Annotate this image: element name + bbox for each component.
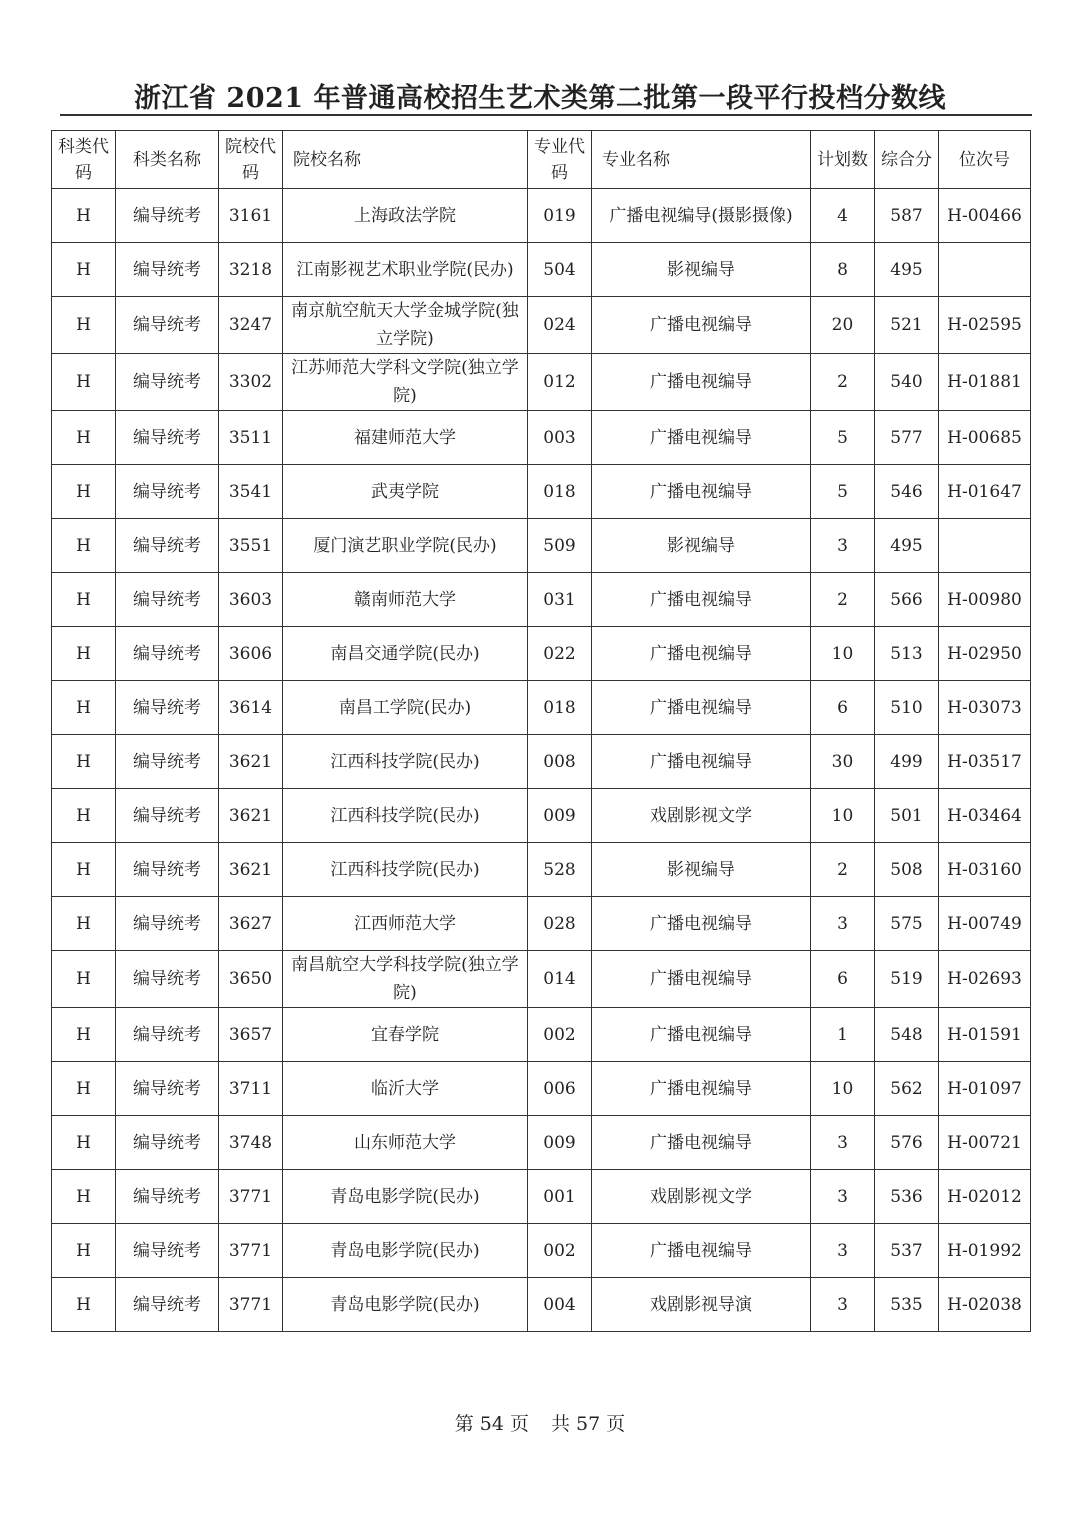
cell-score: 562 bbox=[875, 1062, 939, 1116]
cell-school-name: 青岛电影学院(民办) bbox=[283, 1224, 528, 1278]
cell-score: 513 bbox=[875, 627, 939, 681]
table-row bbox=[52, 1062, 1031, 1116]
cell-major-name: 广播电视编导 bbox=[592, 1062, 811, 1116]
header-rank: 位次号 bbox=[939, 131, 1031, 189]
cell-school-code: 3621 bbox=[219, 843, 283, 897]
table-row bbox=[52, 411, 1031, 465]
cell-score: 519 bbox=[875, 951, 939, 1008]
cell-plan-count: 10 bbox=[811, 1062, 875, 1116]
cell-major-code: 008 bbox=[528, 735, 592, 789]
cell-rank bbox=[939, 519, 1031, 573]
cell-major-code: 009 bbox=[528, 1116, 592, 1170]
cell-major-code: 019 bbox=[528, 189, 592, 243]
table-row bbox=[52, 465, 1031, 519]
table-row bbox=[52, 735, 1031, 789]
cell-category-code: H bbox=[52, 843, 116, 897]
cell-major-name: 戏剧影视文学 bbox=[592, 1170, 811, 1224]
cell-category-code: H bbox=[52, 189, 116, 243]
cell-school-code: 3748 bbox=[219, 1116, 283, 1170]
cell-major-name: 影视编导 bbox=[592, 243, 811, 297]
cell-category-code: H bbox=[52, 354, 116, 411]
cell-plan-count: 3 bbox=[811, 1116, 875, 1170]
cell-category-name: 编导统考 bbox=[116, 297, 219, 354]
cell-score: 495 bbox=[875, 243, 939, 297]
cell-category-name: 编导统考 bbox=[116, 627, 219, 681]
cell-school-name: 厦门演艺职业学院(民办) bbox=[283, 519, 528, 573]
cell-category-name: 编导统考 bbox=[116, 843, 219, 897]
cell-major-code: 006 bbox=[528, 1062, 592, 1116]
cell-major-name: 广播电视编导 bbox=[592, 354, 811, 411]
cell-category-code: H bbox=[52, 897, 116, 951]
cell-school-code: 3627 bbox=[219, 897, 283, 951]
table-header-row bbox=[52, 131, 1031, 189]
cell-school-name: 上海政法学院 bbox=[283, 189, 528, 243]
cell-rank: H-01647 bbox=[939, 465, 1031, 519]
cell-category-name: 编导统考 bbox=[116, 1062, 219, 1116]
cell-score: 566 bbox=[875, 573, 939, 627]
page-total: 共 57 页 bbox=[551, 1413, 626, 1435]
cell-school-code: 3771 bbox=[219, 1278, 283, 1332]
cell-category-name: 编导统考 bbox=[116, 243, 219, 297]
cell-school-name: 武夷学院 bbox=[283, 465, 528, 519]
table-row bbox=[52, 897, 1031, 951]
cell-score: 537 bbox=[875, 1224, 939, 1278]
cell-major-name: 广播电视编导 bbox=[592, 297, 811, 354]
cell-major-code: 018 bbox=[528, 681, 592, 735]
header-plan-count: 计划数 bbox=[811, 131, 875, 189]
cell-major-code: 018 bbox=[528, 465, 592, 519]
cell-major-name: 广播电视编导 bbox=[592, 1224, 811, 1278]
cell-score: 548 bbox=[875, 1008, 939, 1062]
header-school-name: 院校名称 bbox=[283, 131, 528, 189]
cell-major-name: 影视编导 bbox=[592, 843, 811, 897]
cell-plan-count: 3 bbox=[811, 897, 875, 951]
cell-major-code: 504 bbox=[528, 243, 592, 297]
cell-major-name: 广播电视编导 bbox=[592, 465, 811, 519]
cell-category-code: H bbox=[52, 411, 116, 465]
cell-category-code: H bbox=[52, 627, 116, 681]
cell-school-code: 3621 bbox=[219, 789, 283, 843]
cell-school-name: 江西科技学院(民办) bbox=[283, 843, 528, 897]
table-row bbox=[52, 189, 1031, 243]
cell-plan-count: 30 bbox=[811, 735, 875, 789]
cell-major-code: 009 bbox=[528, 789, 592, 843]
cell-major-name: 广播电视编导 bbox=[592, 411, 811, 465]
cell-school-name: 江西师范大学 bbox=[283, 897, 528, 951]
cell-rank: H-01097 bbox=[939, 1062, 1031, 1116]
table-row bbox=[52, 951, 1031, 1008]
cell-category-code: H bbox=[52, 1224, 116, 1278]
cell-category-name: 编导统考 bbox=[116, 354, 219, 411]
cell-score: 535 bbox=[875, 1278, 939, 1332]
cell-category-code: H bbox=[52, 1062, 116, 1116]
cell-plan-count: 6 bbox=[811, 681, 875, 735]
cell-school-name: 南昌航空大学科技学院(独立学院) bbox=[283, 951, 528, 1008]
cell-rank: H-02038 bbox=[939, 1278, 1031, 1332]
cell-major-code: 003 bbox=[528, 411, 592, 465]
cell-plan-count: 3 bbox=[811, 1170, 875, 1224]
cell-major-code: 004 bbox=[528, 1278, 592, 1332]
table-row bbox=[52, 1278, 1031, 1332]
table-row bbox=[52, 843, 1031, 897]
cell-plan-count: 3 bbox=[811, 1224, 875, 1278]
cell-category-code: H bbox=[52, 951, 116, 1008]
cell-major-name: 广播电视编导 bbox=[592, 735, 811, 789]
cell-major-name: 广播电视编导 bbox=[592, 1008, 811, 1062]
cell-rank bbox=[939, 243, 1031, 297]
cell-school-code: 3621 bbox=[219, 735, 283, 789]
page-number: 第 54 页 bbox=[454, 1413, 529, 1435]
cell-plan-count: 3 bbox=[811, 1278, 875, 1332]
cell-school-name: 南昌工学院(民办) bbox=[283, 681, 528, 735]
cell-category-code: H bbox=[52, 297, 116, 354]
cell-category-code: H bbox=[52, 1116, 116, 1170]
page-title: 浙江省 2021 年普通高校招生艺术类第二批第一段平行投档分数线 bbox=[134, 83, 946, 114]
cell-rank: H-00721 bbox=[939, 1116, 1031, 1170]
cell-major-name: 广播电视编导 bbox=[592, 627, 811, 681]
cell-category-name: 编导统考 bbox=[116, 1116, 219, 1170]
cell-school-name: 南京航空航天大学金城学院(独立学院) bbox=[283, 297, 528, 354]
cell-category-code: H bbox=[52, 789, 116, 843]
cell-category-name: 编导统考 bbox=[116, 1170, 219, 1224]
cell-category-code: H bbox=[52, 681, 116, 735]
cell-category-name: 编导统考 bbox=[116, 573, 219, 627]
cell-plan-count: 10 bbox=[811, 789, 875, 843]
cell-plan-count: 1 bbox=[811, 1008, 875, 1062]
cell-school-code: 3302 bbox=[219, 354, 283, 411]
cell-score: 540 bbox=[875, 354, 939, 411]
cell-rank: H-00466 bbox=[939, 189, 1031, 243]
cell-category-code: H bbox=[52, 735, 116, 789]
cell-category-name: 编导统考 bbox=[116, 1278, 219, 1332]
cell-school-code: 3771 bbox=[219, 1170, 283, 1224]
cell-category-code: H bbox=[52, 1008, 116, 1062]
cell-score: 501 bbox=[875, 789, 939, 843]
cell-rank: H-00685 bbox=[939, 411, 1031, 465]
cell-rank: H-02012 bbox=[939, 1170, 1031, 1224]
cell-score: 510 bbox=[875, 681, 939, 735]
cell-category-code: H bbox=[52, 1278, 116, 1332]
table-row bbox=[52, 573, 1031, 627]
admission-score-table bbox=[51, 130, 1031, 1332]
cell-category-name: 编导统考 bbox=[116, 735, 219, 789]
cell-major-code: 024 bbox=[528, 297, 592, 354]
cell-school-code: 3218 bbox=[219, 243, 283, 297]
table-row bbox=[52, 243, 1031, 297]
cell-rank: H-00980 bbox=[939, 573, 1031, 627]
cell-score: 577 bbox=[875, 411, 939, 465]
cell-major-name: 影视编导 bbox=[592, 519, 811, 573]
cell-category-name: 编导统考 bbox=[116, 411, 219, 465]
cell-category-name: 编导统考 bbox=[116, 789, 219, 843]
cell-school-code: 3650 bbox=[219, 951, 283, 1008]
cell-category-name: 编导统考 bbox=[116, 465, 219, 519]
table-row bbox=[52, 789, 1031, 843]
cell-school-code: 3511 bbox=[219, 411, 283, 465]
cell-plan-count: 6 bbox=[811, 951, 875, 1008]
cell-plan-count: 2 bbox=[811, 354, 875, 411]
cell-school-code: 3771 bbox=[219, 1224, 283, 1278]
cell-school-name: 山东师范大学 bbox=[283, 1116, 528, 1170]
cell-category-code: H bbox=[52, 1170, 116, 1224]
cell-score: 499 bbox=[875, 735, 939, 789]
cell-plan-count: 5 bbox=[811, 411, 875, 465]
table-row bbox=[52, 1116, 1031, 1170]
cell-school-code: 3603 bbox=[219, 573, 283, 627]
table-row bbox=[52, 297, 1031, 354]
cell-major-code: 022 bbox=[528, 627, 592, 681]
cell-score: 546 bbox=[875, 465, 939, 519]
cell-school-code: 3247 bbox=[219, 297, 283, 354]
cell-school-name: 青岛电影学院(民办) bbox=[283, 1170, 528, 1224]
cell-score: 575 bbox=[875, 897, 939, 951]
cell-category-name: 编导统考 bbox=[116, 519, 219, 573]
cell-major-name: 广播电视编导 bbox=[592, 951, 811, 1008]
header-school-code: 院校代码 bbox=[219, 131, 283, 189]
cell-category-name: 编导统考 bbox=[116, 681, 219, 735]
cell-school-name: 福建师范大学 bbox=[283, 411, 528, 465]
cell-major-name: 广播电视编导 bbox=[592, 897, 811, 951]
cell-rank: H-00749 bbox=[939, 897, 1031, 951]
cell-category-code: H bbox=[52, 243, 116, 297]
cell-category-code: H bbox=[52, 519, 116, 573]
title-underline bbox=[60, 114, 1032, 116]
cell-plan-count: 5 bbox=[811, 465, 875, 519]
cell-score: 521 bbox=[875, 297, 939, 354]
cell-plan-count: 10 bbox=[811, 627, 875, 681]
cell-plan-count: 4 bbox=[811, 189, 875, 243]
cell-rank: H-01881 bbox=[939, 354, 1031, 411]
cell-category-name: 编导统考 bbox=[116, 897, 219, 951]
cell-major-name: 广播电视编导(摄影摄像) bbox=[592, 189, 811, 243]
cell-school-name: 南昌交通学院(民办) bbox=[283, 627, 528, 681]
cell-plan-count: 2 bbox=[811, 843, 875, 897]
cell-school-name: 江南影视艺术职业学院(民办) bbox=[283, 243, 528, 297]
table-row bbox=[52, 1170, 1031, 1224]
cell-school-name: 赣南师范大学 bbox=[283, 573, 528, 627]
cell-school-code: 3541 bbox=[219, 465, 283, 519]
cell-major-name: 广播电视编导 bbox=[592, 681, 811, 735]
cell-category-name: 编导统考 bbox=[116, 1008, 219, 1062]
cell-rank: H-02950 bbox=[939, 627, 1031, 681]
cell-rank: H-02595 bbox=[939, 297, 1031, 354]
cell-score: 536 bbox=[875, 1170, 939, 1224]
cell-score: 495 bbox=[875, 519, 939, 573]
cell-rank: H-03517 bbox=[939, 735, 1031, 789]
cell-major-code: 031 bbox=[528, 573, 592, 627]
header-category-name: 科类名称 bbox=[116, 131, 219, 189]
cell-major-code: 002 bbox=[528, 1008, 592, 1062]
page-footer bbox=[0, 1409, 1080, 1436]
cell-school-code: 3614 bbox=[219, 681, 283, 735]
cell-rank: H-02693 bbox=[939, 951, 1031, 1008]
cell-major-name: 戏剧影视文学 bbox=[592, 789, 811, 843]
cell-major-name: 广播电视编导 bbox=[592, 1116, 811, 1170]
cell-rank: H-03160 bbox=[939, 843, 1031, 897]
cell-category-name: 编导统考 bbox=[116, 1224, 219, 1278]
cell-major-name: 广播电视编导 bbox=[592, 573, 811, 627]
table-row bbox=[52, 1224, 1031, 1278]
cell-school-code: 3551 bbox=[219, 519, 283, 573]
cell-major-code: 028 bbox=[528, 897, 592, 951]
cell-plan-count: 2 bbox=[811, 573, 875, 627]
cell-school-name: 江苏师范大学科文学院(独立学院) bbox=[283, 354, 528, 411]
cell-major-code: 002 bbox=[528, 1224, 592, 1278]
cell-category-name: 编导统考 bbox=[116, 951, 219, 1008]
cell-major-code: 509 bbox=[528, 519, 592, 573]
cell-major-code: 014 bbox=[528, 951, 592, 1008]
header-major-code: 专业代码 bbox=[528, 131, 592, 189]
header-major-name: 专业名称 bbox=[592, 131, 811, 189]
table-row bbox=[52, 354, 1031, 411]
cell-school-name: 青岛电影学院(民办) bbox=[283, 1278, 528, 1332]
cell-major-code: 528 bbox=[528, 843, 592, 897]
cell-plan-count: 20 bbox=[811, 297, 875, 354]
cell-rank: H-01992 bbox=[939, 1224, 1031, 1278]
cell-rank: H-01591 bbox=[939, 1008, 1031, 1062]
header-category-code: 科类代码 bbox=[52, 131, 116, 189]
cell-rank: H-03464 bbox=[939, 789, 1031, 843]
cell-major-code: 012 bbox=[528, 354, 592, 411]
table-row bbox=[52, 1008, 1031, 1062]
header-score: 综合分 bbox=[875, 131, 939, 189]
cell-major-name: 戏剧影视导演 bbox=[592, 1278, 811, 1332]
cell-school-code: 3606 bbox=[219, 627, 283, 681]
cell-plan-count: 8 bbox=[811, 243, 875, 297]
cell-school-code: 3161 bbox=[219, 189, 283, 243]
cell-plan-count: 3 bbox=[811, 519, 875, 573]
cell-school-code: 3657 bbox=[219, 1008, 283, 1062]
cell-rank: H-03073 bbox=[939, 681, 1031, 735]
cell-major-code: 001 bbox=[528, 1170, 592, 1224]
cell-school-name: 宜春学院 bbox=[283, 1008, 528, 1062]
cell-school-name: 江西科技学院(民办) bbox=[283, 735, 528, 789]
table-body bbox=[52, 189, 1031, 1332]
cell-category-code: H bbox=[52, 465, 116, 519]
cell-category-code: H bbox=[52, 573, 116, 627]
cell-score: 508 bbox=[875, 843, 939, 897]
table-row bbox=[52, 627, 1031, 681]
table-row bbox=[52, 681, 1031, 735]
cell-school-name: 临沂大学 bbox=[283, 1062, 528, 1116]
cell-category-name: 编导统考 bbox=[116, 189, 219, 243]
cell-score: 576 bbox=[875, 1116, 939, 1170]
cell-school-name: 江西科技学院(民办) bbox=[283, 789, 528, 843]
cell-score: 587 bbox=[875, 189, 939, 243]
cell-school-code: 3711 bbox=[219, 1062, 283, 1116]
table-row bbox=[52, 519, 1031, 573]
